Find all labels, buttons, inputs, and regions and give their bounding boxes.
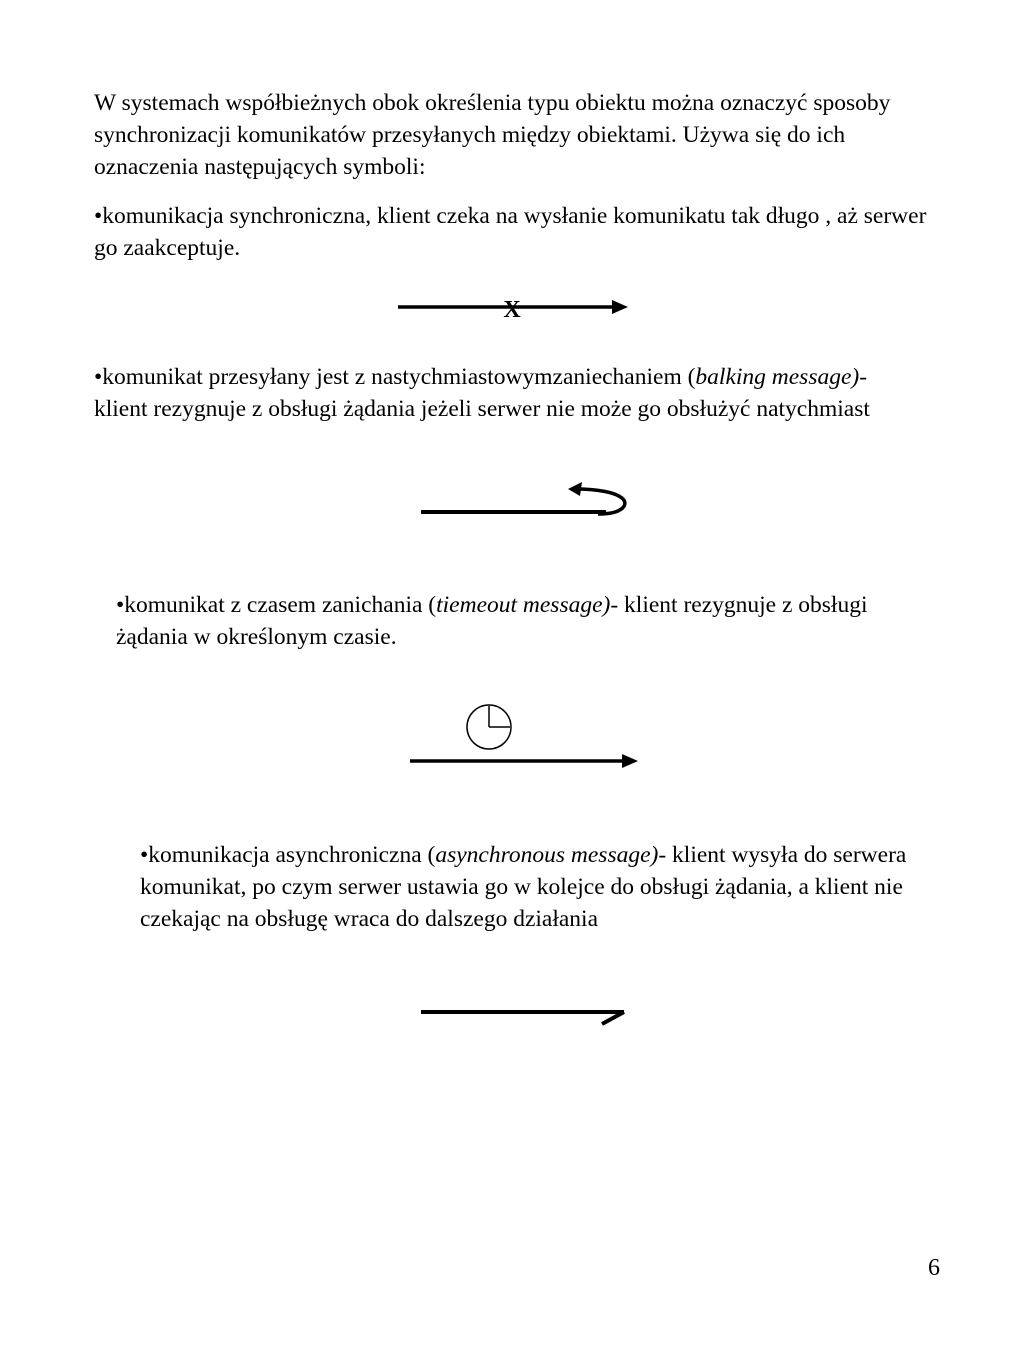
balking-term: balking message) — [695, 364, 860, 390]
timeout-text-post: - klient rezygnuje z obsługi żądania w określonym czasie. — [116, 592, 868, 650]
synchronous-symbol-label: X — [503, 297, 521, 323]
page-number: 6 — [928, 1255, 940, 1281]
balking-text-pre: •komunikat przesyłany jest z nastychmiastowymzaniechaniem ( — [94, 364, 696, 390]
asynchronous-text-pre: •komunikacja asynchroniczna ( — [140, 842, 436, 868]
balking-text-post: - klient rezygnuje z obsługi żądania jeżeli serwer nie może go obsłużyć natychmiast — [94, 364, 870, 422]
timeout-arrow-icon — [406, 700, 642, 772]
balking-arrow-icon — [418, 478, 634, 524]
timeout-description — [116, 589, 916, 653]
asynchronous-text-post: - klient wysyła do serwera komunikat, po czym serwer ustawia go w kolejce do obsługi żądania, a klient nie czekając na obsługę wraca do dalszego działania — [140, 842, 907, 932]
asynchronous-arrow-icon — [418, 1000, 634, 1032]
asynchronous-description — [140, 839, 940, 935]
synchronous-text: •komunikacja synchroniczna, klient czeka na wysłanie komunikatu tak długo , aż serwer go zaakceptuje. — [94, 203, 927, 261]
synchronous-description — [94, 200, 944, 264]
timeout-term: tiemeout message) — [436, 592, 611, 618]
asynchronous-term: asynchronous message) — [435, 842, 659, 868]
balking-description — [94, 361, 894, 425]
timeout-text-pre: •komunikat z czasem zanichania ( — [116, 592, 437, 618]
intro-paragraph: W systemach współbieżnych obok określenia typu obiektu można oznaczyć sposoby synchronizacji komunikatów przesyłanych między obiektami. Używa się do ich oznaczenia następujących symboli: — [94, 90, 891, 180]
synchronous-arrow-icon — [396, 292, 632, 324]
